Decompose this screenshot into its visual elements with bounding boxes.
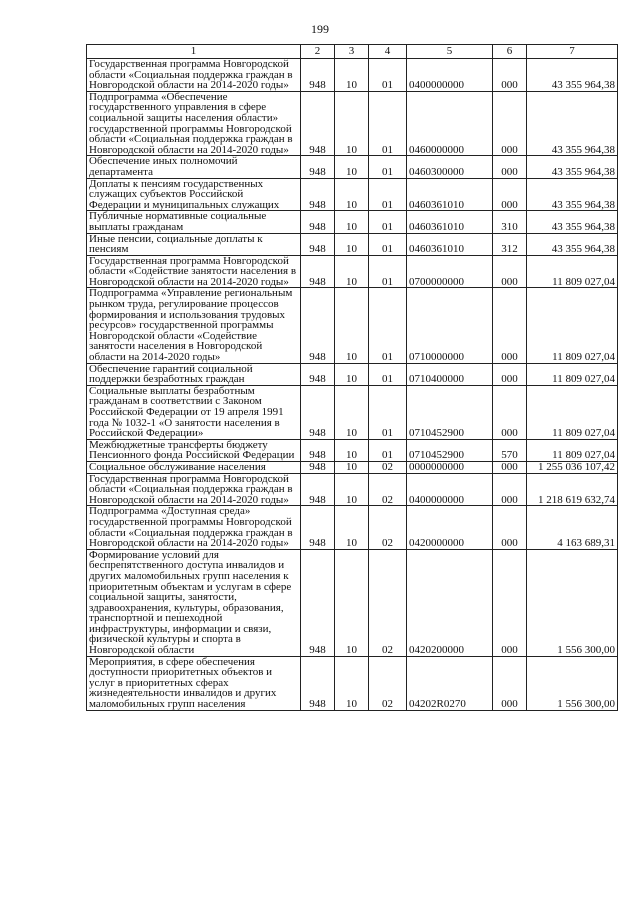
code-section: 10	[335, 461, 369, 473]
code-subsection: 02	[369, 473, 407, 506]
code-target-article: 0460361010	[407, 211, 493, 233]
code-section: 10	[335, 656, 369, 710]
code-target-article: 0710400000	[407, 363, 493, 385]
budget-table	[86, 44, 618, 711]
column-header: 3	[335, 45, 369, 59]
code-target-article: 0420200000	[407, 549, 493, 656]
code-expense-type: 000	[493, 288, 527, 363]
column-header: 5	[407, 45, 493, 59]
code-section: 10	[335, 91, 369, 156]
code-target-article: 0460361010	[407, 178, 493, 211]
code-expense-type: 312	[493, 233, 527, 255]
amount: 11 809 027,04	[527, 439, 618, 461]
row-description: Государственная программа Новгородской области «Содействие занятости населения в Новгородской области на 2014-2020 годы»	[87, 255, 301, 288]
row-description: Подпрограмма «Управление региональным рынком труда, регулирование процессов формирования и использования трудовых ресурсов» государственной программы Новгородской области «Содействие занятости населения в Новгородской области на 2014-2020 годы»	[87, 288, 301, 363]
code-grbs: 948	[301, 211, 335, 233]
column-header: 2	[301, 45, 335, 59]
code-target-article: 0400000000	[407, 473, 493, 506]
code-subsection: 01	[369, 363, 407, 385]
code-subsection: 01	[369, 59, 407, 92]
row-description: Подпрограмма «Доступная среда» государственной программы Новгородской области «Социальная поддержка граждан в Новгородской области на 2014-2020 годы»	[87, 506, 301, 549]
code-subsection: 01	[369, 156, 407, 178]
row-description: Формирование условий для беспрепятственного доступа инвалидов и других маломобильных групп населения к приоритетным объектам и услугам в сфере социальной защиты, занятости, здравоохранения, культуры, образования, транспортной и пешеходной инфраструктуры, информации и связи, физической культуры и спорта в Новгородской области	[87, 549, 301, 656]
code-section: 10	[335, 178, 369, 211]
table-row	[87, 506, 618, 549]
code-subsection: 01	[369, 91, 407, 156]
code-target-article: 04202R0270	[407, 656, 493, 710]
amount: 1 255 036 107,42	[527, 461, 618, 473]
code-subsection: 02	[369, 656, 407, 710]
code-grbs: 948	[301, 156, 335, 178]
code-subsection: 01	[369, 211, 407, 233]
column-header: 7	[527, 45, 618, 59]
amount: 43 355 964,38	[527, 233, 618, 255]
code-subsection: 01	[369, 233, 407, 255]
column-header: 4	[369, 45, 407, 59]
code-grbs: 948	[301, 288, 335, 363]
code-expense-type: 000	[493, 156, 527, 178]
code-grbs: 948	[301, 233, 335, 255]
code-grbs: 948	[301, 59, 335, 92]
table-row	[87, 156, 618, 178]
row-description: Подпрограмма «Обеспечение государственного управления в сфере социальной защиты населения области» государственной программы Новгородской области «Социальная поддержка граждан в Новгородской области на 2014-2020 годы»	[87, 91, 301, 156]
amount: 11 809 027,04	[527, 363, 618, 385]
amount: 43 355 964,38	[527, 211, 618, 233]
code-grbs: 948	[301, 549, 335, 656]
code-target-article: 0710452900	[407, 439, 493, 461]
code-target-article: 0000000000	[407, 461, 493, 473]
row-description: Социальное обслуживание населения	[87, 461, 301, 473]
row-description: Мероприятия, в сфере обеспечения доступности приоритетных объектов и услуг в приоритетных сферах жизнедеятельности инвалидов и других маломобильных групп населения	[87, 656, 301, 710]
row-description: Государственная программа Новгородской области «Социальная поддержка граждан в Новгородской области на 2014-2020 годы»	[87, 59, 301, 92]
table-row	[87, 211, 618, 233]
code-section: 10	[335, 156, 369, 178]
code-target-article: 0460361010	[407, 233, 493, 255]
code-subsection: 01	[369, 288, 407, 363]
code-grbs: 948	[301, 363, 335, 385]
code-expense-type: 000	[493, 255, 527, 288]
code-expense-type: 000	[493, 461, 527, 473]
code-expense-type: 000	[493, 656, 527, 710]
amount: 1 556 300,00	[527, 656, 618, 710]
table-row	[87, 255, 618, 288]
code-subsection: 01	[369, 385, 407, 439]
code-grbs: 948	[301, 385, 335, 439]
code-target-article: 0460000000	[407, 91, 493, 156]
code-subsection: 01	[369, 255, 407, 288]
table-row	[87, 288, 618, 363]
row-description: Иные пенсии, социальные доплаты к пенсиям	[87, 233, 301, 255]
code-target-article: 0460300000	[407, 156, 493, 178]
code-target-article: 0710452900	[407, 385, 493, 439]
code-section: 10	[335, 288, 369, 363]
amount: 43 355 964,38	[527, 91, 618, 156]
header-row	[87, 45, 618, 59]
code-expense-type: 000	[493, 178, 527, 211]
code-grbs: 948	[301, 255, 335, 288]
row-description: Публичные нормативные социальные выплаты гражданам	[87, 211, 301, 233]
code-grbs: 948	[301, 439, 335, 461]
row-description: Доплаты к пенсиям государственных служащих субъектов Российской Федерации и муниципальных служащих	[87, 178, 301, 211]
amount: 11 809 027,04	[527, 255, 618, 288]
table-row	[87, 473, 618, 506]
code-section: 10	[335, 506, 369, 549]
amount: 11 809 027,04	[527, 385, 618, 439]
row-description: Социальные выплаты безработным гражданам в соответствии с Законом Российской Федерации от 19 апреля 1991 года № 1032-1 «О занятости населения в Российской Федерации»	[87, 385, 301, 439]
code-subsection: 02	[369, 549, 407, 656]
table-row	[87, 385, 618, 439]
code-subsection: 01	[369, 439, 407, 461]
row-description: Межбюджетные трансферты бюджету Пенсионного фонда Российской Федерации	[87, 439, 301, 461]
code-section: 10	[335, 59, 369, 92]
table-row	[87, 363, 618, 385]
column-header: 6	[493, 45, 527, 59]
amount: 43 355 964,38	[527, 156, 618, 178]
code-section: 10	[335, 473, 369, 506]
amount: 1 556 300,00	[527, 549, 618, 656]
code-target-article: 0400000000	[407, 59, 493, 92]
code-section: 10	[335, 233, 369, 255]
page-number: 199	[311, 22, 329, 36]
amount: 43 355 964,38	[527, 59, 618, 92]
code-grbs: 948	[301, 178, 335, 211]
code-section: 10	[335, 211, 369, 233]
code-subsection: 02	[369, 461, 407, 473]
table-row	[87, 178, 618, 211]
row-description: Обеспечение иных полномочий департамента	[87, 156, 301, 178]
code-grbs: 948	[301, 656, 335, 710]
code-section: 10	[335, 549, 369, 656]
code-target-article: 0710000000	[407, 288, 493, 363]
code-expense-type: 570	[493, 439, 527, 461]
code-grbs: 948	[301, 506, 335, 549]
code-expense-type: 000	[493, 473, 527, 506]
amount: 4 163 689,31	[527, 506, 618, 549]
code-section: 10	[335, 255, 369, 288]
table-row	[87, 461, 618, 473]
code-expense-type: 310	[493, 211, 527, 233]
table-row	[87, 439, 618, 461]
code-target-article: 0420000000	[407, 506, 493, 549]
row-description: Обеспечение гарантий социальной поддержки безработных граждан	[87, 363, 301, 385]
code-expense-type: 000	[493, 506, 527, 549]
code-target-article: 0700000000	[407, 255, 493, 288]
code-section: 10	[335, 385, 369, 439]
code-section: 10	[335, 439, 369, 461]
code-section: 10	[335, 363, 369, 385]
code-grbs: 948	[301, 461, 335, 473]
code-expense-type: 000	[493, 385, 527, 439]
row-description: Государственная программа Новгородской области «Социальная поддержка граждан в Новгородской области на 2014-2020 годы»	[87, 473, 301, 506]
amount: 11 809 027,04	[527, 288, 618, 363]
code-expense-type: 000	[493, 363, 527, 385]
code-expense-type: 000	[493, 59, 527, 92]
table-row	[87, 91, 618, 156]
amount: 43 355 964,38	[527, 178, 618, 211]
table-row	[87, 656, 618, 710]
code-grbs: 948	[301, 473, 335, 506]
table-row	[87, 233, 618, 255]
table-row	[87, 59, 618, 92]
amount: 1 218 619 632,74	[527, 473, 618, 506]
column-header: 1	[87, 45, 301, 59]
code-grbs: 948	[301, 91, 335, 156]
code-subsection: 01	[369, 178, 407, 211]
code-expense-type: 000	[493, 91, 527, 156]
code-expense-type: 000	[493, 549, 527, 656]
table-row	[87, 549, 618, 656]
code-subsection: 02	[369, 506, 407, 549]
